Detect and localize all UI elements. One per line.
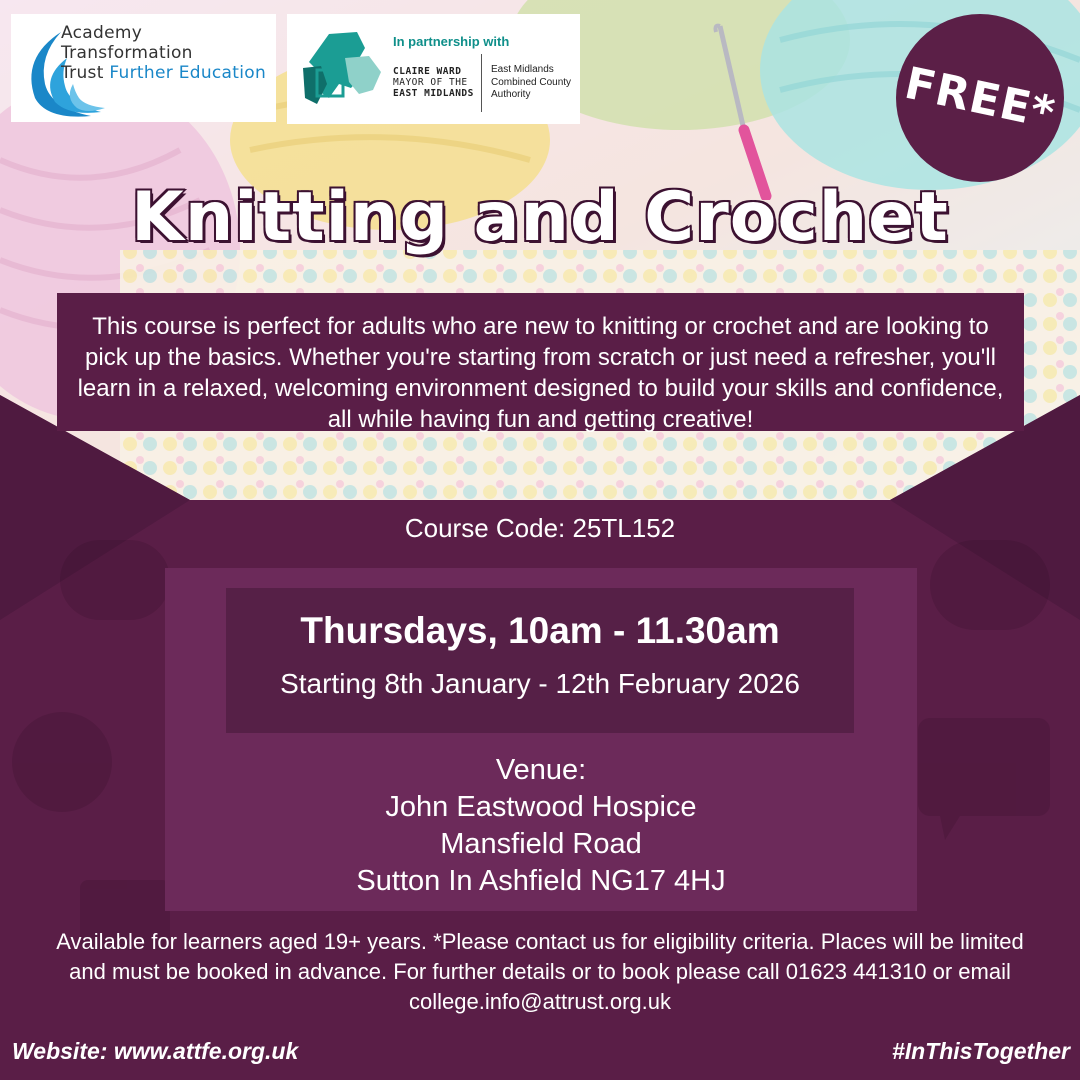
authority-line-1: East Midlands xyxy=(491,64,554,75)
poster-title: Knitting and Crochet xyxy=(131,178,949,257)
att-further-education-text: Further Education xyxy=(109,63,267,83)
east-midlands-map-icon xyxy=(299,28,387,114)
website-link[interactable]: Website: www.attfe.org.uk xyxy=(12,1038,299,1064)
authority-line-2: Combined County xyxy=(491,76,572,88)
partnership-heading: In partnership with xyxy=(393,34,510,49)
free-badge xyxy=(896,14,1064,182)
intro-box xyxy=(57,293,1024,431)
mayor-line-2: MAYOR OF THE xyxy=(393,77,468,88)
academy-transformation-trust-logo xyxy=(11,14,276,122)
venue-label: Venue: xyxy=(495,754,587,786)
east-midlands-partner-logo xyxy=(287,14,580,124)
mayor-line-1: CLAIRE WARD xyxy=(393,66,462,77)
hashtag-text: #InThisTogether xyxy=(891,1038,1070,1064)
eligibility-footer-text: Available for learners aged 19+ years. *Please contact us for eligibility criteria. Places will be limited and must be booked in advance. For further details or to book please call 01623 441310 or email college.info@attrust.org.uk xyxy=(56,929,1024,1014)
venue-line-1: John Eastwood Hospice xyxy=(385,791,697,823)
mayor-line-3: EAST MIDLANDS xyxy=(393,88,474,99)
intro-text: This course is perfect for adults who are new to knitting or crochet and are looking to pick up the basics. Whether you're starting from scratch or just need a refresher, you'll learn in a relaxed, welcoming environment designed to build your skills and confidence, all while having fun and getting creative! xyxy=(77,313,1004,433)
venue-line-3: Sutton In Ashfield NG17 4HJ xyxy=(356,865,726,897)
venue-line-2: Mansfield Road xyxy=(440,828,642,860)
att-name-line-2: Transformation xyxy=(61,43,193,63)
free-badge-text: FREE* xyxy=(900,57,1060,139)
authority-name-block xyxy=(491,64,579,102)
att-trust-text: Trust xyxy=(61,63,110,83)
schedule-time: Thursdays, 10am - 11.30am xyxy=(300,610,780,651)
authority-line-3: Authority xyxy=(491,89,531,100)
mayor-name-block xyxy=(393,66,475,99)
venue-block xyxy=(165,752,917,900)
course-code: Course Code: 25TL152 xyxy=(404,513,676,543)
logo-divider xyxy=(481,54,482,112)
schedule-dates: Starting 8th January - 12th February 2026 xyxy=(280,668,800,699)
att-name-line-1: Academy xyxy=(61,23,143,43)
smiley-icon xyxy=(12,712,112,812)
att-name-line-3 xyxy=(61,64,266,83)
crochet-hook-icon xyxy=(700,20,790,200)
